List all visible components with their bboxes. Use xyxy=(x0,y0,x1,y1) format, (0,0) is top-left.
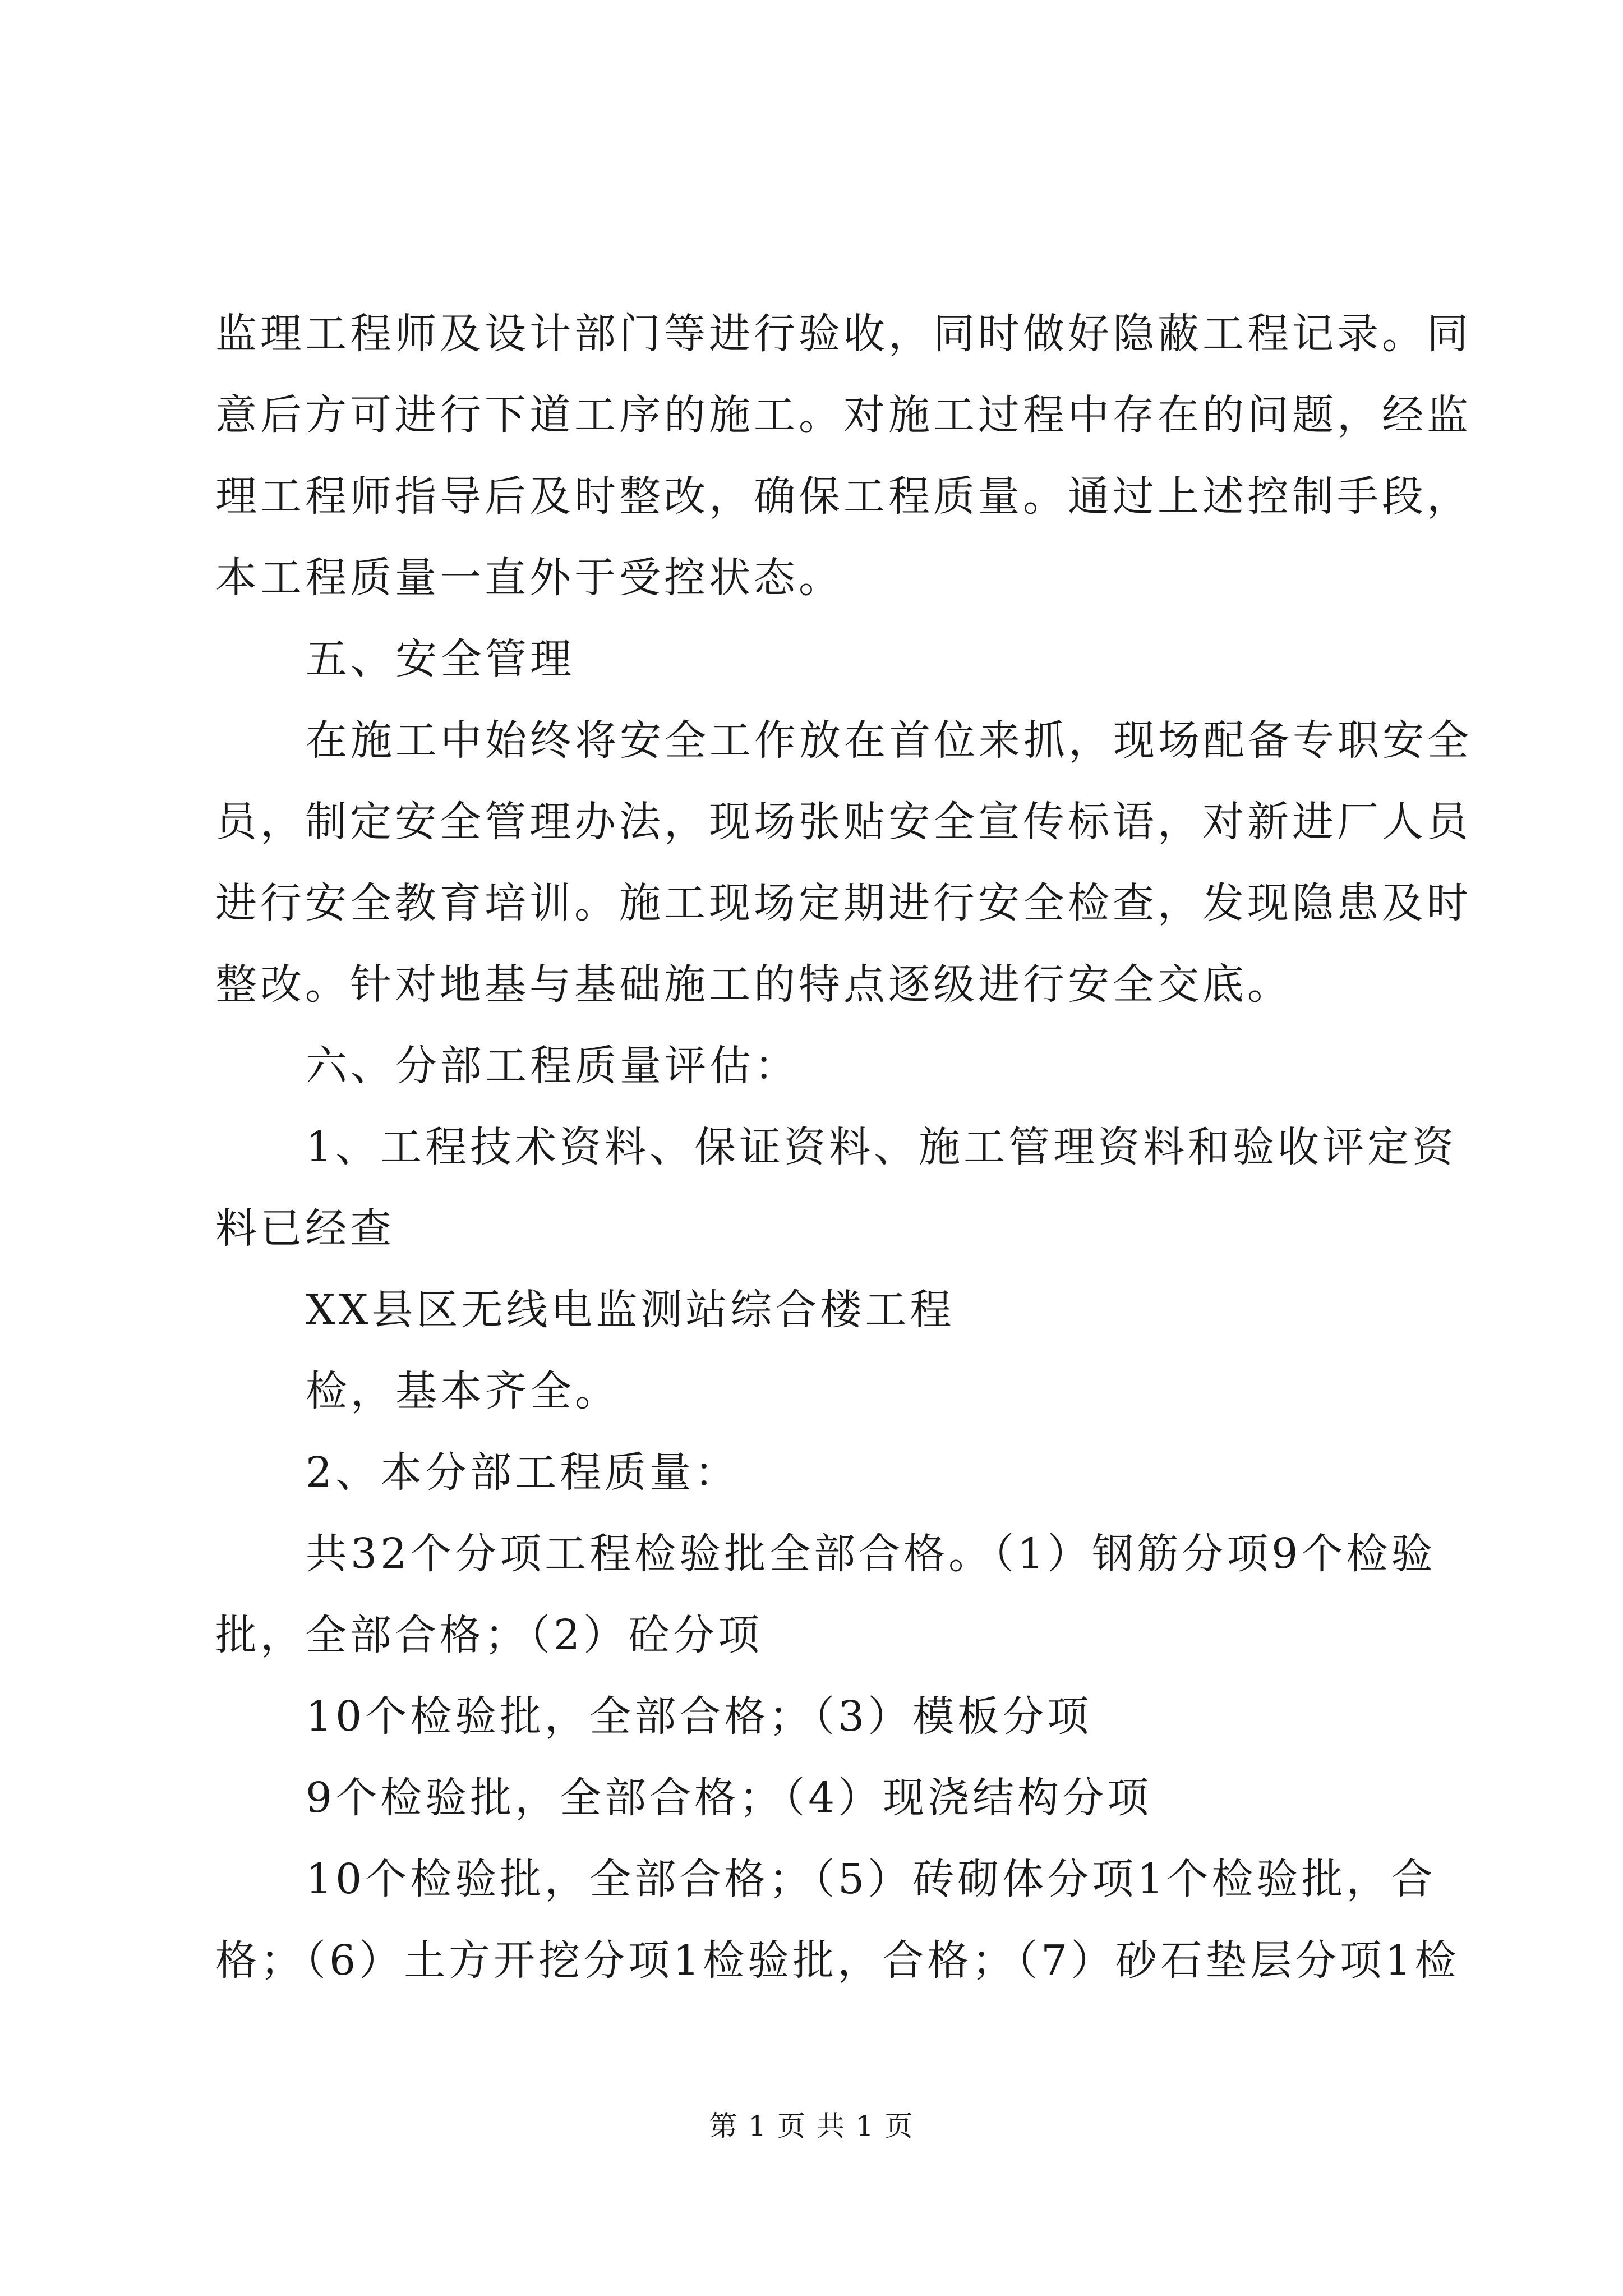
paragraph-line: 监理工程师及设计部门等进行验收，同时做好隐蔽工程记录。同 xyxy=(215,310,1472,358)
paragraph-line: 10个检验批，全部合格；（5）砖砌体分项1个检验批，合 xyxy=(306,1855,1436,1903)
paragraph-line: 格；（6）土方开挖分项1检验批，合格；（7）砂石垫层分项1检 xyxy=(215,1936,1460,1985)
paragraph-line: 10个检验批，全部合格；（3）模板分项 xyxy=(306,1692,1092,1741)
paragraph-line: 理工程师指导后及时整改，确保工程质量。通过上述控制手段， xyxy=(215,472,1472,521)
paragraph-line: 9个检验批，全部合格；（4）现浇结构分项 xyxy=(306,1774,1152,1822)
paragraph-line: 在施工中始终将安全工作放在首位来抓，现场配备专职安全 xyxy=(306,716,1472,765)
paragraph-line: 本工程质量一直外于受控状态。 xyxy=(215,554,843,602)
paragraph-line: 整改。针对地基与基础施工的特点逐级进行安全交底。 xyxy=(215,960,1292,1009)
paragraph-line: 共32个分项工程检验批全部合格。（1）钢筋分项9个检验 xyxy=(306,1530,1436,1578)
paragraph-line: 料已经查 xyxy=(215,1204,395,1253)
paragraph-line: XX县区无线电监测站综合楼工程 xyxy=(306,1286,955,1334)
paragraph-line: 1、工程技术资料、保证资料、施工管理资料和验收评定资 xyxy=(306,1123,1458,1171)
paragraph-line: 意后方可进行下道工序的施工。对施工过程中存在的问题，经监 xyxy=(215,391,1472,439)
paragraph-line: 进行安全教育培训。施工现场定期进行安全检查，发现隐患及时 xyxy=(215,879,1472,927)
paragraph-line: 2、本分部工程质量： xyxy=(306,1448,740,1497)
section-heading: 六、分部工程质量评估： xyxy=(306,1042,799,1090)
page-number-footer: 第 1 页 共 1 页 xyxy=(709,2110,914,2142)
paragraph-line: 检，基本齐全。 xyxy=(306,1367,620,1415)
paragraph-line: 批，全部合格；（2）砼分项 xyxy=(215,1611,763,1659)
paragraph-line: 员，制定安全管理办法，现场张贴安全宣传标语，对新进厂人员 xyxy=(215,798,1472,846)
section-heading: 五、安全管理 xyxy=(306,635,575,683)
